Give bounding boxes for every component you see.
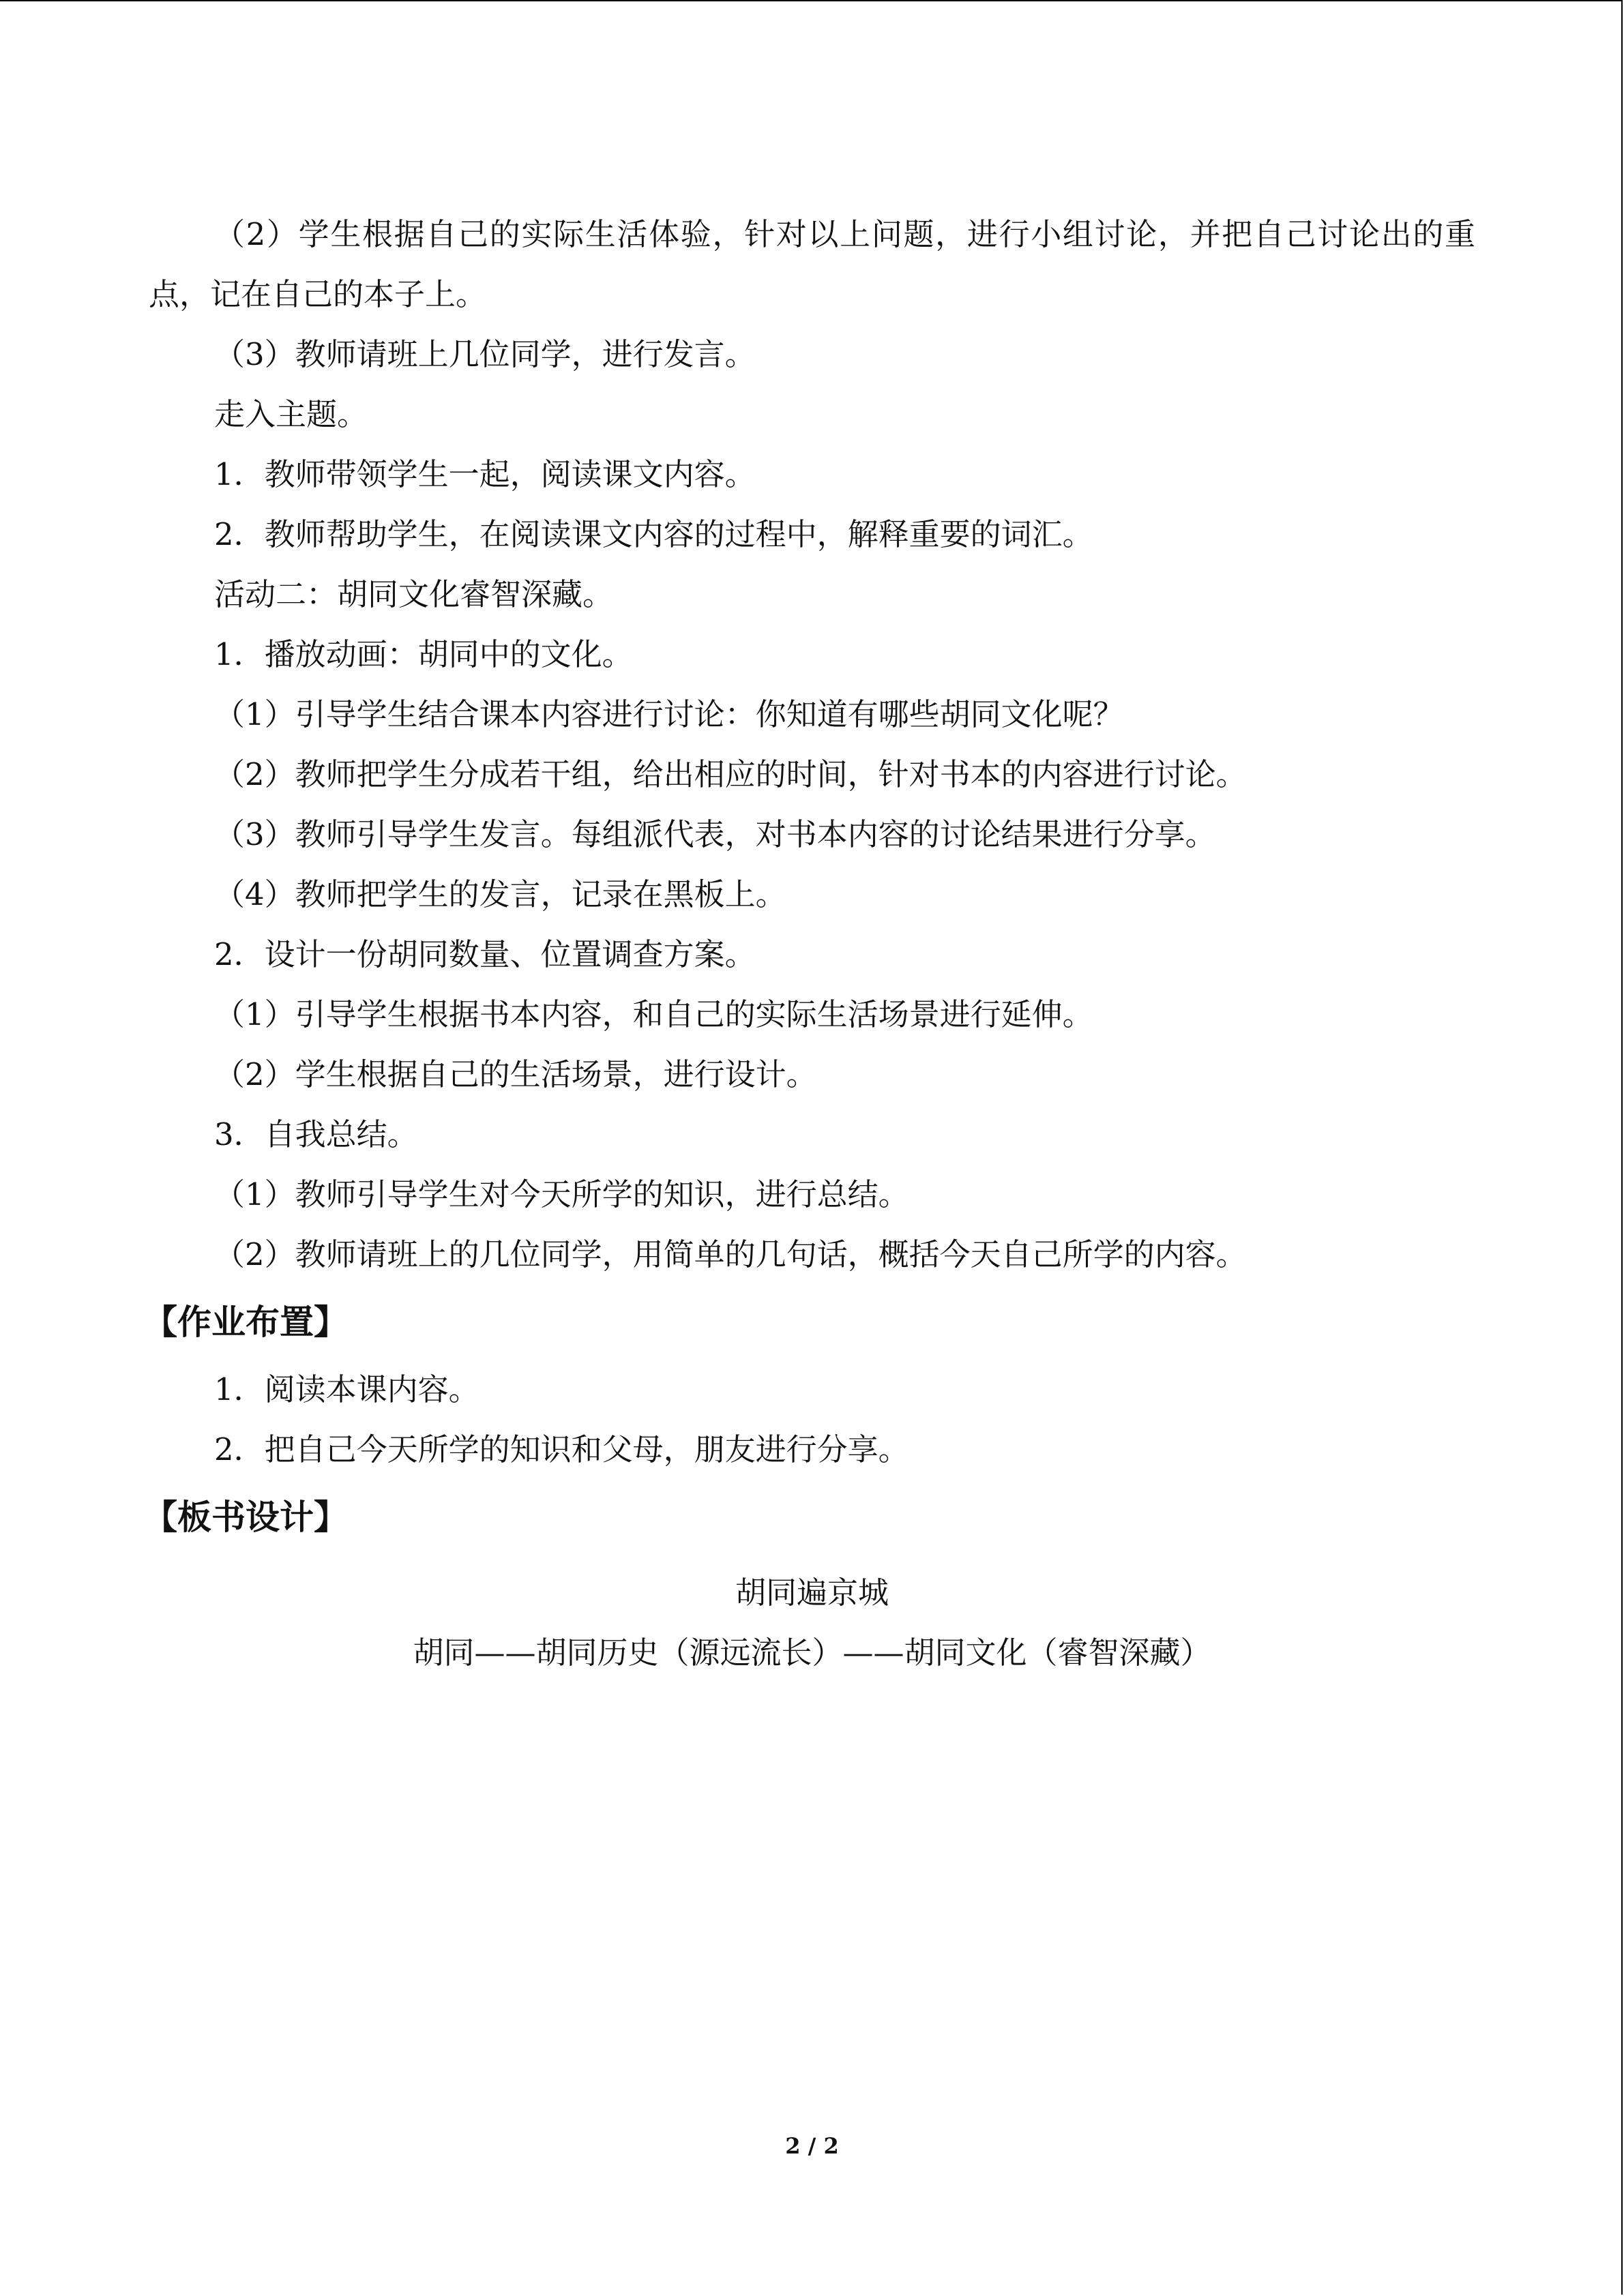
- body-line: （2）学生根据自己的生活场景，进行设计。: [214, 1056, 817, 1092]
- body-line: 1．播放动画：胡同中的文化。: [214, 636, 633, 672]
- body-line: 2．设计一份胡同数量、位置调查方案。: [214, 936, 756, 972]
- body-line: （1）引导学生结合课本内容进行讨论：你知道有哪些胡同文化呢？: [214, 696, 1124, 732]
- board-title: 胡同遍京城: [735, 1575, 889, 1611]
- body-line: （3）教师引导学生发言。每组派代表，对书本内容的讨论结果进行分享。: [214, 816, 1216, 852]
- homework-item: 1．阅读本课内容。: [214, 1371, 479, 1407]
- board-heading: 【板书设计】: [143, 1497, 348, 1537]
- page-number: 2 / 2: [785, 2133, 839, 2159]
- body-line: （2）教师请班上的几位同学，用简单的几句话，概括今天自己所学的内容。: [214, 1236, 1247, 1272]
- homework-heading: 【作业布置】: [143, 1302, 348, 1342]
- body-line: （1）引导学生根据书本内容，和自己的实际生活场景进行延伸。: [214, 996, 1093, 1032]
- homework-item: 2．把自己今天所学的知识和父母，朋友进行分享。: [214, 1431, 909, 1467]
- board-line: 胡同——胡同历史（源远流长）——胡同文化（睿智深藏）: [413, 1635, 1211, 1671]
- body-line: （2）教师把学生分成若干组，给出相应的时间，针对书本的内容进行讨论。: [214, 756, 1247, 792]
- body-line: （3）教师请班上几位同学，进行发言。: [214, 336, 756, 372]
- body-line: 2．教师帮助学生，在阅读课文内容的过程中，解释重要的词汇。: [214, 516, 1093, 552]
- document-body: [143, 205, 1475, 1683]
- body-line: 1．教师带领学生一起，阅读课文内容。: [214, 456, 756, 492]
- paragraph-discussion: （2）学生根据自己的实际生活体验，针对以上问题，进行小组讨论，并把自己讨论出的重点，记在自己的本子上。: [149, 216, 1475, 312]
- body-line: 活动二：胡同文化睿智深藏。: [214, 576, 614, 612]
- body-line: （4）教师把学生的发言，记录在黑板上。: [214, 876, 786, 912]
- body-line: 3．自我总结。: [214, 1116, 418, 1152]
- body-line: 走入主题。: [214, 396, 368, 432]
- body-line: （1）教师引导学生对今天所学的知识，进行总结。: [214, 1176, 909, 1212]
